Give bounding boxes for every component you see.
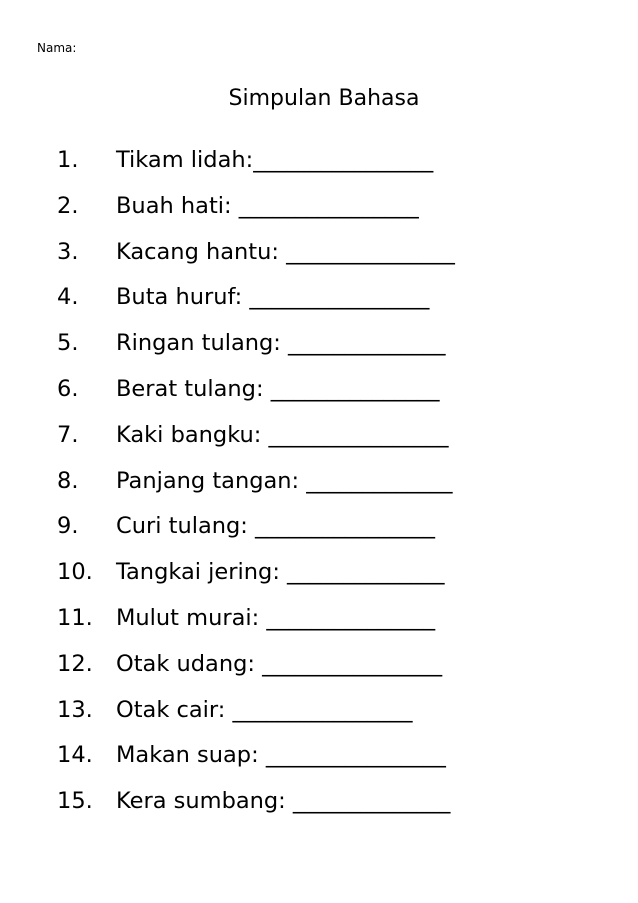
item-text: Buta huruf: ________________: [116, 284, 430, 311]
name-label: Nama:: [37, 41, 77, 55]
list-item: [0, 733, 638, 779]
item-text: Mulut murai: _______________: [116, 604, 436, 631]
item-text: Curi tulang: ________________: [116, 513, 436, 540]
item-number: 15.: [57, 788, 93, 815]
item-number: 5.: [57, 330, 79, 357]
item-text: Otak udang: ________________: [116, 650, 443, 677]
item-number: 9.: [57, 513, 79, 540]
item-text: Panjang tangan: _____________: [116, 467, 453, 494]
worksheet-title: [0, 86, 638, 111]
item-text: Kera sumbang: ______________: [116, 788, 451, 815]
list-item: [0, 459, 638, 505]
item-number: 13.: [57, 696, 93, 723]
item-number: 2.: [57, 192, 79, 219]
item-number: 11.: [57, 604, 93, 631]
worksheet-title-text: Simpulan Bahasa: [228, 86, 420, 111]
item-number: 7.: [57, 421, 79, 448]
list-item: [0, 138, 638, 184]
question-list: [0, 138, 638, 825]
item-text: Tangkai jering: ______________: [116, 559, 445, 586]
item-text: Buah hati: ________________: [116, 192, 419, 219]
item-text: Otak cair: ________________: [116, 696, 413, 723]
item-number: 4.: [57, 284, 79, 311]
list-item: [0, 642, 638, 688]
item-number: 8.: [57, 467, 79, 494]
item-text: Makan suap: ________________: [116, 742, 446, 769]
list-item: [0, 413, 638, 459]
item-text: Ringan tulang: ______________: [116, 330, 446, 357]
list-item: [0, 596, 638, 642]
list-item: [0, 550, 638, 596]
list-item: [0, 367, 638, 413]
item-text: Kacang hantu: _______________: [116, 238, 455, 265]
list-item: [0, 275, 638, 321]
item-number: 10.: [57, 559, 93, 586]
item-number: 6.: [57, 375, 79, 402]
list-item: [0, 504, 638, 550]
item-number: 14.: [57, 742, 93, 769]
list-item: [0, 184, 638, 230]
item-number: 1.: [57, 147, 79, 173]
list-item: [0, 321, 638, 367]
item-text: Tikam lidah:________________: [116, 147, 434, 173]
item-number: 12.: [57, 650, 93, 677]
item-text: Berat tulang: _______________: [116, 375, 440, 402]
item-number: 3.: [57, 238, 79, 265]
list-item: [0, 230, 638, 276]
list-item: [0, 688, 638, 734]
list-item: [0, 779, 638, 825]
item-text: Kaki bangku: ________________: [116, 421, 449, 448]
